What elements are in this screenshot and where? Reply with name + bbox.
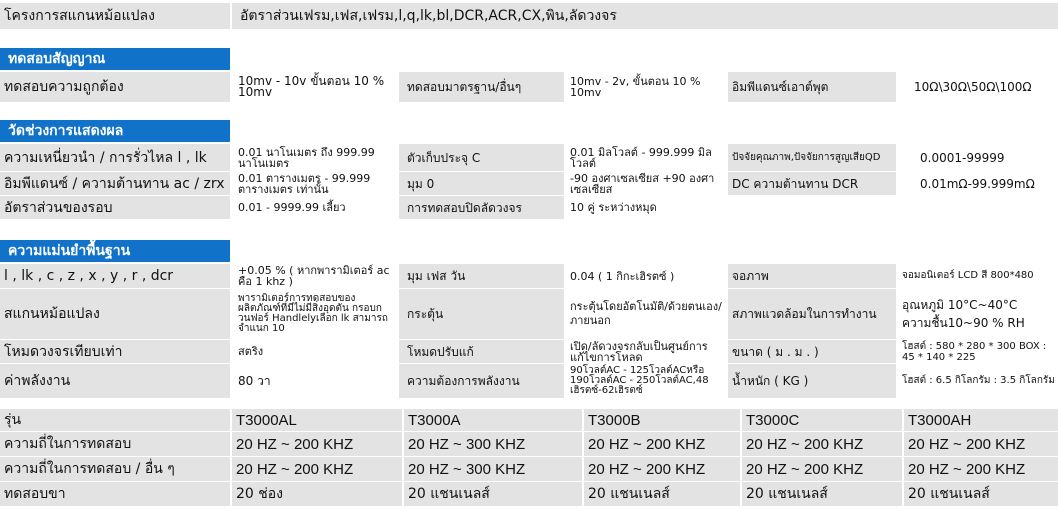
model-name: T3000AL (232, 409, 402, 431)
impedance-value: 0.01 ตารางเมตร - 99.999 ตารางเมตร เท่านั้น (232, 172, 397, 195)
test-pins-label: ทดสอบขา (0, 482, 230, 506)
turns-ratio-label: อัตราส่วนของรอบ (0, 196, 230, 219)
accuracy-row (0, 289, 1058, 339)
size-value: โฮสต์ : 580 * 280 * 300 BOX : 45 * 140 * 225 (898, 340, 1058, 363)
display-range-row (0, 196, 1058, 219)
capacitor-label: ตัวเก็บประจุ C (399, 144, 564, 171)
display-label: จอภาพ (728, 264, 896, 288)
display-value: จอมอนิเตอร์ LCD สี 800*480 (898, 264, 1058, 288)
accuracy-test-value: 10mv - 10v ขั้นตอน 10 % 10mv (232, 72, 397, 102)
inductance-label: ความเหนี่ยวนำ / การรั่วไหล l , lk (0, 144, 230, 171)
weight-value: โฮสต์ : 6.5 กิโลกรัม : 3.5 กิโลกรัม (898, 364, 1058, 398)
size-label: ขนาด ( ม . ม . ) (728, 340, 896, 363)
accuracy-row (0, 364, 1058, 398)
standard-test-label: ทดสอบมาตรฐาน/อื่นๆ (399, 72, 564, 102)
project-value: อัตราส่วนเฟรม,เฟส,เฟรม,l,q,lk,bl,DCR,ACR,CX,พิน,ลัดวงจร (232, 3, 1058, 29)
humidity-range: ความชื้น10~90 % RH (902, 316, 1025, 330)
angle-label: มุม 0 (399, 172, 564, 195)
dc-resistance-value: 0.01mΩ-99.999mΩ (898, 172, 1058, 195)
transformer-scan-value: พารามิเตอร์การทดสอบของผลิตภัณฑ์ที่มีไม่มีสิ่งอุดตัน กรอบกวนฟอร์ Handlelyเลือก lk สามารถจำแนก 10 (232, 289, 397, 339)
project-label: โครงการสแกนหม้อแปลง (0, 3, 230, 29)
inductance-value: 0.01 นาโนเมตร ถึง 999.99 นาโนเมตร (232, 144, 397, 171)
model-name: T3000B (584, 409, 740, 431)
transformer-scan-label: สแกนหม้อแปลง (0, 289, 230, 339)
capacitor-value: 0.01 มิลโวลต์ - 999.999 มิลโวลต์ (566, 144, 726, 171)
test-frequency-other-label: ความถี่ในการทดสอบ / อื่น ๆ (0, 457, 230, 481)
quality-factor-label: ปัจจัยคุณภาพ,ปัจจัยการสูญเสียQD (728, 144, 896, 171)
model-name: T3000C (742, 409, 902, 431)
test-frequency-label: ความถี่ในการทดสอบ (0, 432, 230, 456)
test-pins-value: 20 แชนเนลส์ (742, 482, 902, 506)
power-rating-label: ค่าพลังงาน (0, 364, 230, 398)
basic-params-value: +0.05 % ( หากพารามิเตอร์ ac คือ 1 khz ) (232, 264, 397, 288)
model-name: T3000AH (904, 409, 1058, 431)
model-header-label: รุ่น (0, 409, 230, 431)
output-impedance-value: 10Ω\30Ω\50Ω\100Ω (898, 72, 1058, 102)
section-header-signal-test: ทดสอบสัญญาณ (0, 48, 230, 70)
model-row (0, 432, 1058, 456)
test-frequency-value: 20 HZ ~ 200 KHZ (232, 432, 402, 456)
accuracy-row (0, 264, 1058, 288)
phase-angle-value: 0.04 ( 1 กิกะเฮิรตซ์ ) (566, 264, 726, 288)
trigger-value: กระตุ้นโดยอัตโนมัติ/ด้วยตนเอง/ภายนอก (566, 289, 726, 339)
phase-angle-label: มุม เฟส วัน (399, 264, 564, 288)
trigger-label: กระตุ้น (399, 289, 564, 339)
project-row (0, 3, 1058, 29)
basic-params-label: l , lk , c , z , x , y , r , dcr (0, 264, 230, 288)
power-rating-value: 80 วา (232, 364, 397, 398)
test-pins-value: 20 แชนเนลส์ (404, 482, 582, 506)
environment-value (898, 289, 1058, 339)
model-header-row (0, 409, 1058, 431)
empty-cell (728, 196, 1058, 219)
turns-ratio-value: 0.01 - 9999.99 เลี้ยว (232, 196, 397, 219)
weight-label: น้ำหนัก ( KG ) (728, 364, 896, 398)
section-header-basic-accuracy: ความแม่นยำพื้นฐาน (0, 240, 230, 262)
equivalent-circuit-value: สตริง (232, 340, 397, 363)
test-frequency-other-value: 20 HZ ~ 300 KHZ (404, 457, 582, 481)
test-frequency-other-value: 20 HZ ~ 200 KHZ (584, 457, 740, 481)
model-row (0, 482, 1058, 506)
display-range-row (0, 144, 1058, 171)
test-frequency-other-value: 20 HZ ~ 200 KHZ (232, 457, 402, 481)
test-pins-value: 20 แชนเนลส์ (584, 482, 740, 506)
section-header-display-range: วัดช่วงการแสดงผล (0, 120, 230, 142)
short-circuit-label: การทดสอบปิดลัดวงจร (399, 196, 564, 219)
correction-mode-value: เปิด/ลัดวงจรกลับเป็นศูนย์การแก้ไขการโหลด (566, 340, 726, 363)
power-requirement-value: 90โวลต์AC - 125โวลต์ACหรือ 190โวลต์AC - 250โวลต์AC,48 เฮิรตซ์-62เฮิรตซ์ (566, 364, 726, 398)
test-frequency-other-value: 20 HZ ~ 200 KHZ (904, 457, 1058, 481)
model-row (0, 457, 1058, 481)
output-impedance-label: อิมพีแดนซ์เอาต์พุต (728, 72, 896, 102)
display-range-row (0, 172, 1058, 195)
accuracy-row (0, 340, 1058, 363)
short-circuit-value: 10 คู่ ระหว่างหมุด (566, 196, 726, 219)
model-name: T3000A (404, 409, 582, 431)
environment-label: สภาพแวดล้อมในการทำงาน (728, 289, 896, 339)
test-frequency-value: 20 HZ ~ 200 KHZ (584, 432, 740, 456)
standard-test-value: 10mv - 2v, ขั้นตอน 10 % 10mv (566, 72, 726, 102)
accuracy-test-label: ทดสอบความถูกต้อง (0, 72, 230, 102)
test-frequency-value: 20 HZ ~ 300 KHZ (404, 432, 582, 456)
test-frequency-other-value: 20 HZ ~ 200 KHZ (742, 457, 902, 481)
equivalent-circuit-label: โหมดวงจรเทียบเท่า (0, 340, 230, 363)
test-frequency-value: 20 HZ ~ 200 KHZ (904, 432, 1058, 456)
power-requirement-label: ความต้องการพลังงาน (399, 364, 564, 398)
correction-mode-label: โหมดปรับแก้ (399, 340, 564, 363)
test-frequency-value: 20 HZ ~ 200 KHZ (742, 432, 902, 456)
signal-test-row (0, 72, 1058, 102)
test-pins-value: 20 แชนเนลส์ (904, 482, 1058, 506)
quality-factor-value: 0.0001-99999 (898, 144, 1058, 171)
angle-value: -90 องศาเซลเซียส +90 องศาเซลเซียส (566, 172, 726, 195)
temperature-range: อุณหภูมิ 10°C~40°C (902, 298, 1018, 312)
dc-resistance-label: DC ความต้านทาน DCR (728, 172, 896, 195)
impedance-label: อิมพีแดนซ์ / ความต้านทาน ac / zrx (0, 172, 230, 195)
test-pins-value: 20 ช่อง (232, 482, 402, 506)
